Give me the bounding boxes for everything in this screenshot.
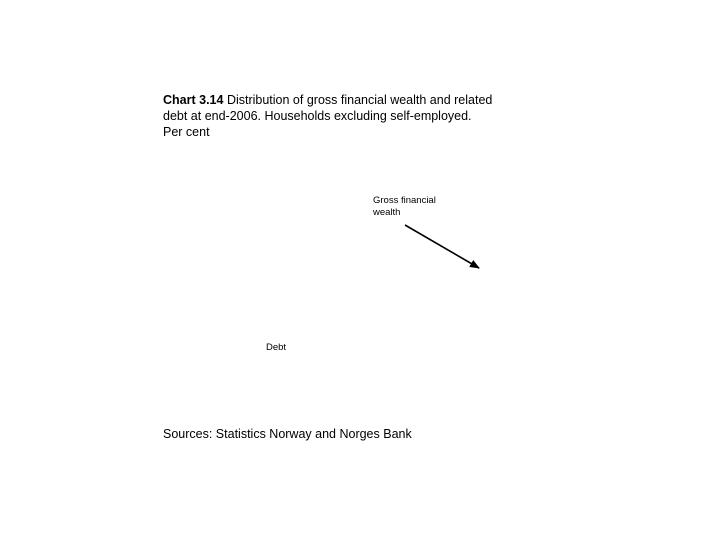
chart-caption	[163, 92, 503, 140]
series-label-gross-financial-wealth: Gross financial wealth	[373, 195, 436, 218]
series-label-debt: Debt	[266, 342, 287, 353]
chart-source: Sources: Statistics Norway and Norges Bank	[163, 427, 412, 441]
plot-area	[150, 150, 530, 420]
chart-subtitle: Per cent	[163, 125, 210, 139]
chart-title: Distribution of gross financial wealth and related debt at end-2006. Households excluding self-employed.	[163, 93, 493, 123]
chart-number: Chart 3.14	[163, 93, 224, 107]
